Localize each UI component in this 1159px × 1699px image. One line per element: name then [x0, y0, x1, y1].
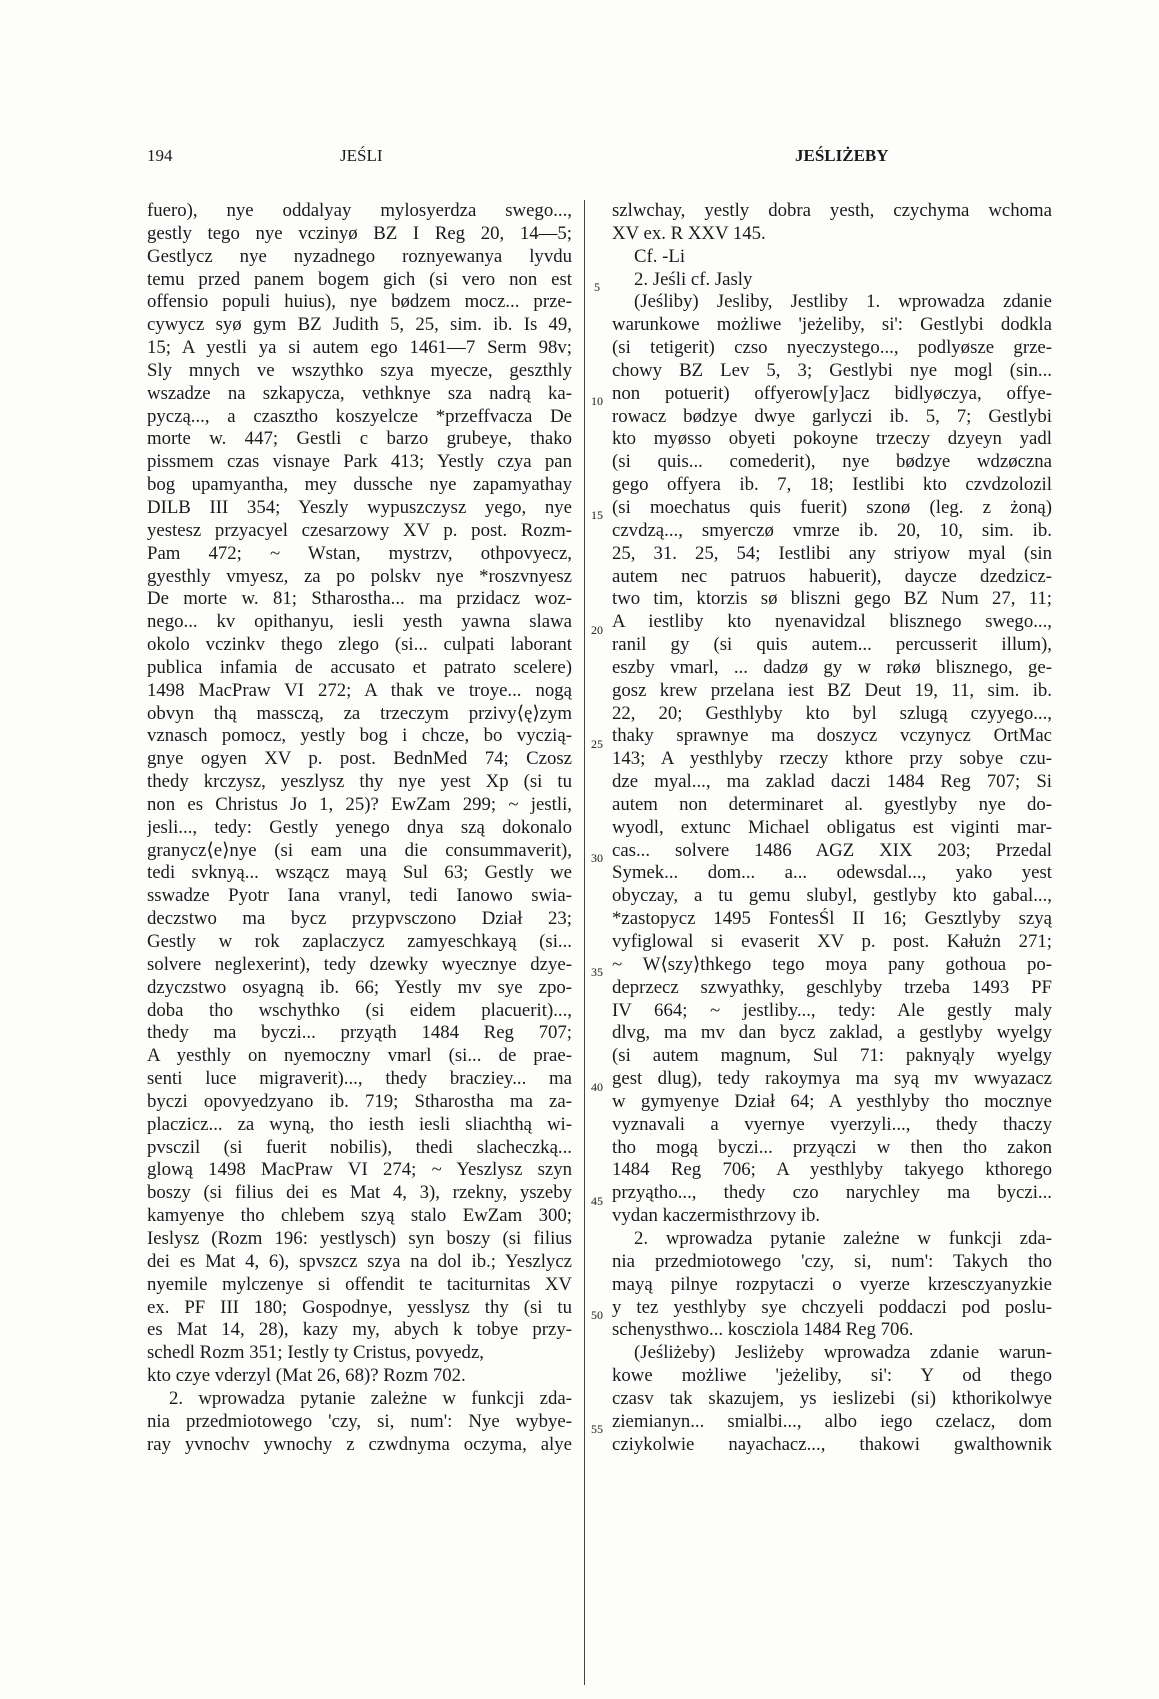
text-line: nia przedmiotowego 'czy, si, num': Takych tho: [612, 1250, 1052, 1272]
text-line: dei es Mat 4, 6), spvszcz szya na dol ib.; Yeszlycz: [147, 1250, 572, 1272]
text-line: kamyenye tho chlebem szyą stalo EwZam 300;: [147, 1205, 572, 1227]
text-line: kto czye vderzyl (Mat 26, 68)? Rozm 702.: [147, 1365, 466, 1387]
text-line: deczstwo ma bycz przypvsczono Dział 23;: [147, 908, 572, 930]
text-line: gosz krew przelana iest BZ Deut 19, 11, sim. ib.: [612, 679, 1052, 701]
text-line: pissmem czas visnaye Park 413; Yestly czya pan: [147, 451, 572, 473]
text-line: gestly tego nye vczinyø BZ I Reg 20, 14—5;: [147, 222, 572, 244]
text-line: obyczay, a tu gemu slubyl, gestlyby kto gabal...,: [612, 885, 1052, 907]
line-number: 30: [591, 851, 603, 865]
right-text-column: [612, 200, 1052, 1456]
line-number: 45: [591, 1194, 603, 1208]
text-line: ex. PF III 180; Gospodnye, yesslysz thy (si tu: [147, 1296, 572, 1318]
text-line: schenysthwo... koscziola 1484 Reg 706.: [612, 1319, 914, 1341]
text-line: autem non determinaret al. gyestlyby nye do-: [612, 793, 1052, 815]
text-line: kto myøsso obyeti pokoyne trzeczy dzyeyn yadl: [612, 428, 1052, 450]
line-number: 5: [594, 280, 600, 294]
text-line: warunkowe możliwe 'jeżeliby, si': Gestlybi dodkla: [612, 314, 1052, 336]
text-line: boszy (si filius dei es Mat 4, 3), rzekny, yszeby: [147, 1182, 572, 1204]
text-line: solvere neglexerint), tedy dzewky wyecznye dzye-: [147, 953, 572, 975]
text-line: wyodl, extunc Michael obligatus est viginti mar-: [612, 816, 1052, 838]
text-line: obvyn thą massczą, za trzeczym przivy⟨ę⟩zym: [147, 702, 572, 724]
line-number: 25: [591, 737, 603, 751]
page-number: 194: [147, 146, 173, 165]
text-line: ~ W⟨szy⟩thkego tego moya pany gothoua po-: [612, 953, 1052, 975]
text-line: nia przedmiotowego 'czy, si, num': Nye wybye-: [147, 1410, 572, 1432]
line-number: 35: [591, 965, 603, 979]
text-line: 15; A yestli ya si autem ego 1461—7 Serm 98v;: [147, 337, 572, 359]
text-line: dlvg, ma mv dan bycz zaklad, a gestlyby wyelgy: [612, 1022, 1052, 1044]
left-text-column: [147, 200, 572, 1456]
text-line: cas... solvere 1486 AGZ XIX 203; Przedal: [612, 839, 1052, 861]
text-line: 1498 MacPraw VI 272; A thak ve troye... nogą: [147, 679, 572, 701]
text-line: szlwchay, yestly dobra yesth, czychyma wchoma: [612, 200, 1052, 221]
text-line: pvsczil (si fuerit nobilis), thedi slacheczką...: [147, 1136, 572, 1158]
text-line: tho mogą byczi... przyączi w then tho zakon: [612, 1136, 1052, 1158]
line-number: 20: [591, 623, 603, 637]
text-line: thaky sprawnye ma doszycz vczynycz OrtMac: [612, 725, 1052, 747]
text-line: dze myal..., ma zaklad daczi 1484 Reg 707; Si: [612, 771, 1052, 793]
text-line: czvdzą..., smyerczø vmrze ib. 20, 10, sim. ib.: [612, 519, 1052, 541]
text-line: non potuerit) offyerow[y]acz bidlyøczya, offye-: [612, 382, 1052, 404]
text-line: nyemile mylczenye si offendit te taciturnitas XV: [147, 1273, 572, 1295]
text-line: two tim, ktorzis sø bliszni gego BZ Num 27, 11;: [612, 588, 1052, 610]
text-line: glową 1498 MacPraw VI 274; ~ Yeszlysz szyn: [147, 1159, 572, 1181]
text-line: Symek... dom... a... odewsdal..., yako yest: [612, 862, 1052, 884]
text-line: A yesthly on nyemoczny vmarl (si... de prae-: [147, 1045, 572, 1067]
text-line: vyznavali a vyernye vyerzyli..., thedy thaczy: [612, 1113, 1052, 1135]
left-running-head: JEŚLI: [340, 146, 383, 165]
text-line: Ieslysz (Rozm 196: yestlysch) syn boszy (si filius: [147, 1227, 572, 1249]
text-line: ray yvnochv ywnochy z czwdnyma oczyma, alye: [147, 1433, 572, 1455]
text-line: thedy ma byczi... przyąth 1484 Reg 707;: [147, 1022, 572, 1044]
text-line: vznasch pomocz, yestly bog i chcze, bo vyczią-: [147, 725, 572, 747]
text-line: pyczą..., a czasztho koszyelcze *przeffvacza De: [147, 405, 572, 427]
text-line: vyfiglowal si evaserit XV p. post. Kałużn 271;: [612, 931, 1052, 952]
text-line: byczi opovyedzyano ib. 719; Stharostha ma za-: [147, 1090, 572, 1112]
text-line: dzyczstwo osyagną ib. 66; Yestly mv sye zpo-: [147, 976, 572, 998]
text-line: IV 664; ~ jestliby..., tedy: Ale gestly maly: [612, 999, 1052, 1021]
text-line: autem nec patruos habuerit), daycze dzedzicz-: [612, 565, 1052, 587]
text-line: 2. wprowadza pytanie zależne w funkcji zda-: [634, 1227, 1052, 1249]
text-line: 2. wprowadza pytanie zależne w funkcji zda-: [169, 1387, 572, 1409]
text-line: 2. Jeśli cf. Jasly: [634, 268, 753, 290]
text-line: ranil gy (si quis autem... percusserit illum),: [612, 634, 1052, 656]
text-line: cziykolwie nayachacz..., thakowi gwalthownik: [612, 1433, 1052, 1455]
text-line: Sly mnych ve wszythko szya myecze, geszthly: [147, 359, 572, 381]
line-number: 15: [591, 508, 603, 522]
text-line: rowacz bødzye dwye garlyczi ib. 5, 7; Gestlybi: [612, 405, 1052, 427]
text-line: cywycz syø gym BZ Judith 5, 25, sim. ib. Is 49,: [147, 314, 572, 336]
text-line: bog upamyantha, mey dussche nye zapamyathay: [147, 474, 572, 496]
right-running-head: JEŚLIŻEBY: [795, 146, 889, 165]
text-line: *zastopycz 1495 FontesŚl II 16; Gesztlyby szyą: [612, 908, 1052, 930]
text-line: non es Christus Jo 1, 25)? EwZam 299; ~ jestli,: [147, 793, 572, 815]
text-line: nego... kv opithanyu, iesli yesth yawna slawa: [147, 611, 572, 633]
text-line: A iestliby kto nyenavidzal blisznego swego...,: [612, 611, 1052, 633]
text-line: jesli..., tedy: Gestly yenego dnya szą dokonalo: [147, 816, 572, 838]
text-line: thedy krczysz, yeszlysz thy nye yest Xp (si tu: [147, 771, 572, 793]
text-line: (Jeśliby) Jesliby, Jestliby 1. wprowadza zdanie: [634, 291, 1052, 313]
text-line: gnye ogyen XV p. post. BednMed 74; Czosz: [147, 748, 572, 770]
line-number: 50: [591, 1308, 603, 1322]
text-line: De morte w. 81; Stharostha... ma przidacz woz-: [147, 588, 572, 610]
text-line: Cf. -Li: [634, 245, 686, 267]
text-line: placzicz... za wyną, tho iesth iesli sliachthą wi-: [147, 1113, 572, 1135]
text-line: sswadze Pyotr Iana vranyl, tedi Ianowo swia-: [147, 885, 572, 907]
text-line: granycz⟨e⟩nye (si eam una die consummaverit),: [147, 839, 572, 861]
text-line: XV ex. R XXV 145.: [612, 222, 766, 244]
text-line: przyątho..., thedy czo narychley ma byczi...: [612, 1182, 1052, 1204]
text-line: (si tetigerit) czso nyeczystego..., podlyøsze grze-: [612, 337, 1052, 359]
text-line: fuero), nye oddalyay mylosyerdza swego...,: [147, 200, 572, 221]
text-line: DILB III 354; Yeszly wypuszczysz yego, nye: [147, 496, 572, 518]
text-line: deprzecz szwyathky, geschlyby trzeba 1493 PF: [612, 976, 1052, 998]
text-line: 1484 Reg 706; A yesthlyby takyego kthorego: [612, 1159, 1052, 1181]
text-line: wszadze na szkapycza, vethknye sza nadrą ka-: [147, 382, 572, 404]
text-line: chowy BZ Lev 5, 3; Gestlybi nye mogl (sin...: [612, 359, 1052, 381]
text-line: kowe możliwe 'jeżeliby, si': Y od thego: [612, 1365, 1052, 1387]
text-line: publica infamia de accusato et patrato scelere): [147, 656, 572, 678]
text-line: senti luce migraverit)..., thedy bracziey... ma: [147, 1068, 572, 1090]
text-line: temu przed panem bogem gich (si vero non est: [147, 268, 572, 290]
text-line: mayą pilnye rozpytaczi o vyerze krzesczyanyzkie: [612, 1273, 1052, 1295]
line-number: 10: [591, 394, 603, 408]
text-line: 25, 31. 25, 54; Iestlibi any striyow myal (sin: [612, 542, 1052, 564]
text-line: gego offyera ib. 7, 18; Iestlibi kto czvdzolozil: [612, 474, 1052, 496]
text-line: (si autem magnum, Sul 71: paknyąly wyelgy: [612, 1045, 1052, 1067]
text-line: morte w. 447; Gestli c barzo grubeye, thako: [147, 428, 572, 450]
text-line: czasv tak skazujem, ys ieslizebi (si) kthorikolwye: [612, 1387, 1052, 1409]
text-line: offensio populi huius), nye bødzem mocz... prze-: [147, 291, 572, 313]
text-line: doba tho wschythko (si eidem placuerit)...,: [147, 999, 572, 1021]
text-line: okolo vczinkv thego zlego (si... culpati laborant: [147, 634, 572, 656]
text-line: schedl Rozm 351; Iestly ty Cristus, povyedz,: [147, 1342, 484, 1364]
line-number: 55: [591, 1422, 603, 1436]
line-number: 40: [591, 1080, 603, 1094]
text-line: y tez yesthlyby sye chczyeli poddaczi pod poslu-: [612, 1296, 1052, 1318]
text-line: w gymyenye Dział 64; A yesthlyby tho mocznye: [612, 1090, 1052, 1112]
text-line: Pam 472; ~ Wstan, mystrzv, othpovyecz,: [147, 542, 572, 564]
text-line: vydan kaczermisthrzovy ib.: [612, 1205, 821, 1227]
text-line: yestesz przyacyel czesarzowy XV p. post. Rozm-: [147, 519, 572, 541]
text-line: (Jeśliżeby) Jesliżeby wprowadza zdanie warun-: [634, 1342, 1052, 1364]
text-line: es Mat 14, 28), kazy my, abych k tobye przy-: [147, 1319, 572, 1341]
text-line: (si quis... comederit), nye bødzye wdzøczna: [612, 451, 1052, 473]
text-line: tedi svknyą... wszącz mayą Sul 63; Gestly we: [147, 862, 572, 884]
text-line: Gestlycz nye nyzadnego roznyewanya lyvdu: [147, 245, 572, 267]
text-line: gyesthly vmyesz, za po polskv nye *roszvnyesz: [147, 565, 572, 587]
text-line: 22, 20; Gesthlyby kto byl szlugą czyyego...,: [612, 702, 1052, 724]
text-line: 143; A yesthlyby rzeczy kthore przy sobye czu-: [612, 748, 1052, 770]
text-line: eszby vmarl, ... dadzø gy w røkø blisznego, ge-: [612, 656, 1052, 678]
text-line: ziemianyn... smialbi..., albo iego czelacz, dom: [612, 1410, 1052, 1432]
column-divider: [584, 200, 585, 1685]
text-line: (si moechatus quis fuerit) szonø (leg. z żoną): [612, 496, 1052, 518]
text-line: gest dlug), tedy rakoymya ma syą mv wwyazacz: [612, 1068, 1052, 1090]
text-line: Gestly w rok zaplaczycz zamyeschkayą (si...: [147, 931, 572, 952]
